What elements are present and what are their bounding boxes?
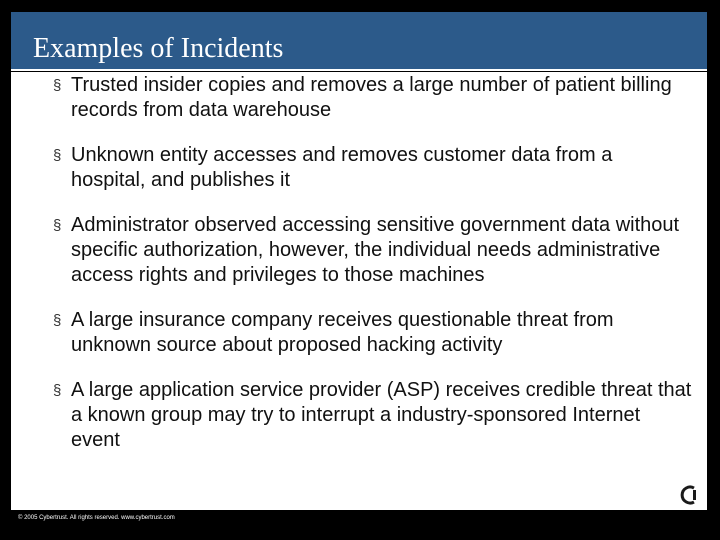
frame-bottom-border — [0, 528, 720, 540]
bullet-text: Unknown entity accesses and removes customer data from a hospital, and publishes it — [71, 144, 613, 191]
bullet-list — [52, 73, 692, 453]
bullet-text: Trusted insider copies and removes a large number of patient billing records from data warehouse — [71, 74, 672, 121]
bullet-item — [52, 213, 692, 288]
cybertrust-logo-svg — [673, 480, 707, 510]
frame-right-border — [707, 0, 720, 540]
cybertrust-logo-icon — [673, 480, 707, 510]
copyright-text: © 2005 Cybertrust. All rights reserved. www.cybertrust.com — [18, 515, 175, 521]
bullet-item — [52, 378, 692, 453]
bullet-marker: § — [53, 217, 62, 234]
bullet-marker: § — [53, 147, 62, 164]
bullet-text: A large application service provider (ASP) receives credible threat that a known group may try to interrupt a industry-sponsored Internet event — [71, 379, 692, 451]
bullet-item — [52, 143, 692, 193]
bullet-marker: § — [53, 382, 62, 399]
title-rule-shadow — [11, 71, 707, 72]
bullet-text: Administrator observed accessing sensitive government data without specific authorization, however, the individual needs administrative access rights and privileges to those machines — [71, 214, 680, 286]
frame-top-border — [0, 0, 720, 12]
bullet-marker: § — [53, 312, 62, 329]
bullet-item — [52, 73, 692, 123]
slide-title: Examples of Incidents — [33, 33, 284, 64]
bullet-marker: § — [53, 77, 62, 94]
bullet-item — [52, 308, 692, 358]
bullet-text: A large insurance company receives questionable threat from unknown source about proposed hacking activity — [71, 309, 614, 356]
frame-left-border — [0, 0, 11, 540]
